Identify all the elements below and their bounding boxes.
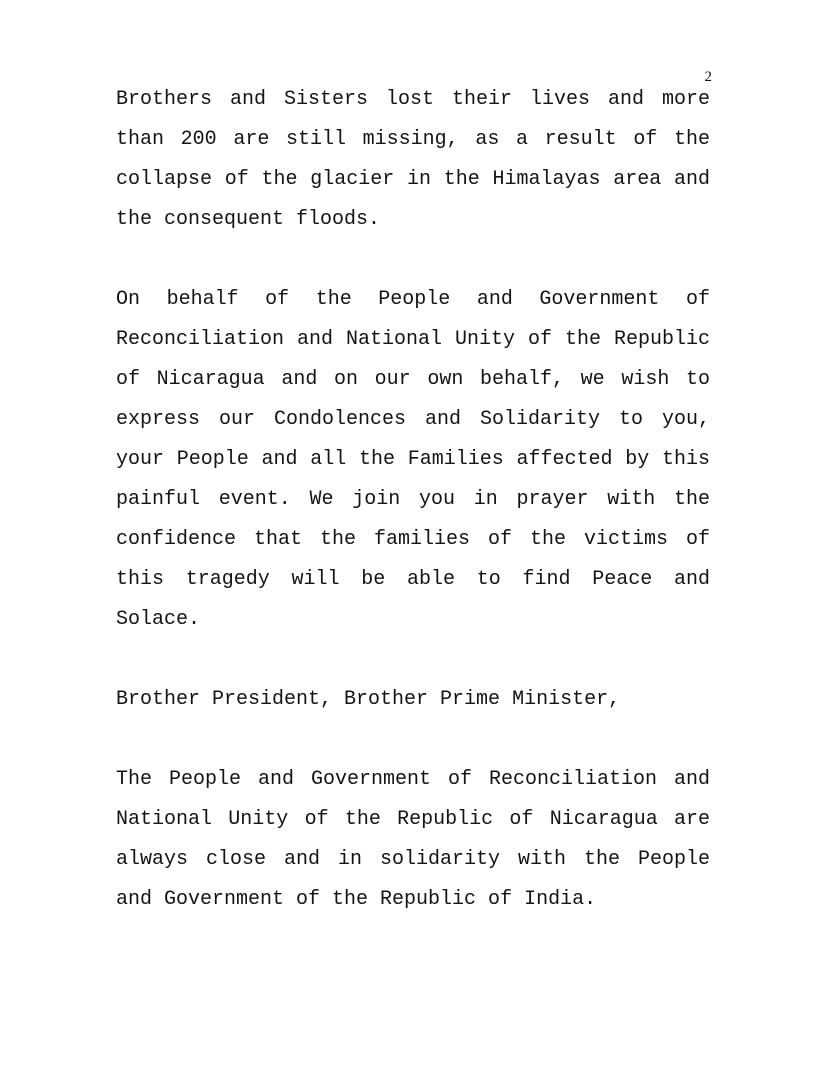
letter-body <box>116 80 710 960</box>
paragraph-condolences: On behalf of the People and Government of Reconciliation and National Unity of the Republic of Nicaragua and on our own behalf, we wish to express our Condolences and Solidarity to you, your People and all the Families affected by this painful event. We join you in prayer with the confidence that the families of the victims of this tragedy will be able to find Peace and Solace. <box>116 288 710 631</box>
page-number: 2 <box>704 69 712 85</box>
paragraph-salutation: Brother President, Brother Prime Minister, <box>116 688 621 711</box>
paragraph-solidarity: The People and Government of Reconciliation and National Unity of the Republic of Nicaragua are always close and in solidarity with the People and Government of the Republic of India. <box>116 768 710 911</box>
paragraph-missing-persons: Brothers and Sisters lost their lives and more than 200 are still missing, as a result of the collapse of the glacier in the Himalayas area and the consequent floods. <box>116 88 710 231</box>
